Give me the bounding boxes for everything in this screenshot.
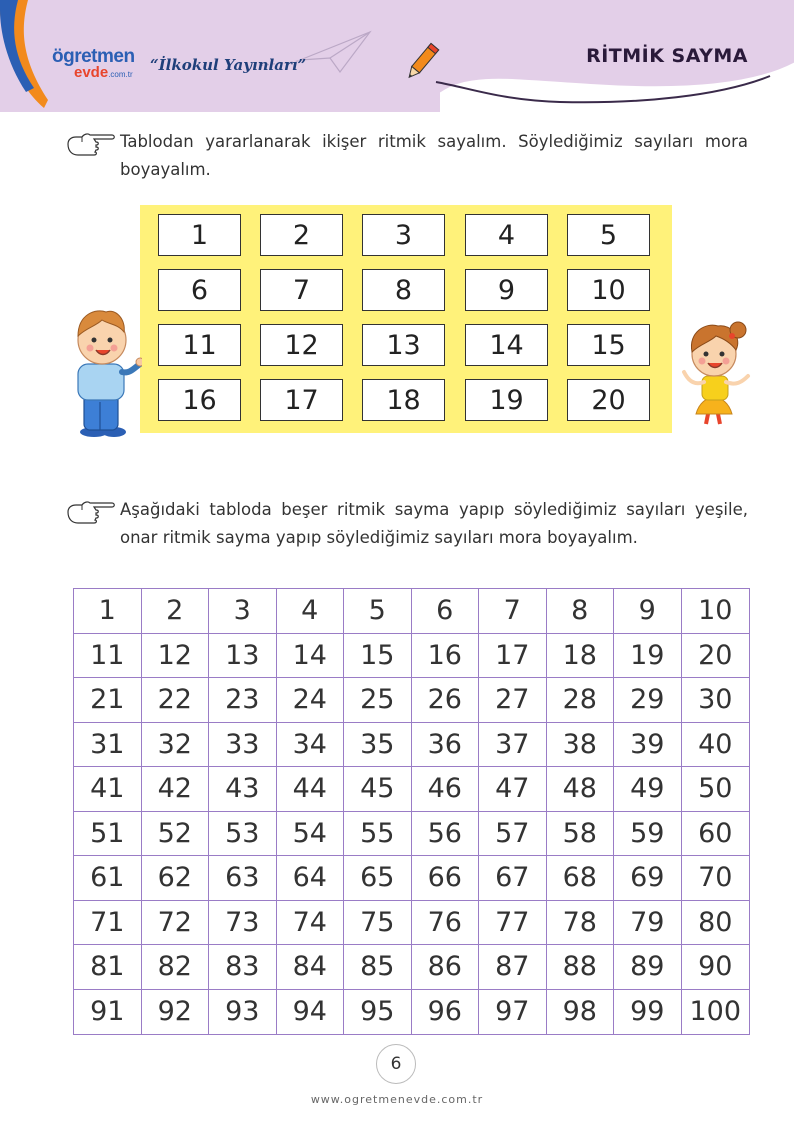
hundred-chart-cell[interactable]: 4 xyxy=(277,589,345,634)
hundred-chart-cell[interactable]: 14 xyxy=(277,634,345,679)
boy-character-illustration xyxy=(62,302,142,442)
hundred-chart-cell[interactable]: 6 xyxy=(412,589,480,634)
hundred-chart-cell[interactable]: 9 xyxy=(614,589,682,634)
hundred-chart-cell[interactable]: 47 xyxy=(479,767,547,812)
number-cell[interactable]: 7 xyxy=(260,269,343,311)
number-cell[interactable]: 12 xyxy=(260,324,343,366)
hundred-chart-cell[interactable]: 98 xyxy=(547,990,615,1035)
hundred-chart-cell[interactable]: 43 xyxy=(209,767,277,812)
hundred-chart-cell[interactable]: 70 xyxy=(682,856,750,901)
hundred-chart-cell[interactable]: 22 xyxy=(142,678,210,723)
hundred-chart-cell[interactable]: 95 xyxy=(344,990,412,1035)
hundred-chart-cell[interactable]: 30 xyxy=(682,678,750,723)
hundred-chart-cell[interactable]: 77 xyxy=(479,901,547,946)
hundred-chart-cell[interactable]: 90 xyxy=(682,945,750,990)
pencil-icon xyxy=(400,40,444,84)
hundred-chart-cell[interactable]: 100 xyxy=(689,996,742,1028)
number-cell[interactable]: 18 xyxy=(362,379,445,421)
hundred-chart-cell[interactable]: 1 xyxy=(74,589,142,634)
hundred-chart-cell[interactable]: 48 xyxy=(547,767,615,812)
instruction-1 xyxy=(66,128,748,184)
hundred-chart-cell[interactable]: 58 xyxy=(547,812,615,857)
page-title: RİTMİK SAYMA xyxy=(586,45,748,67)
hundred-chart-cell[interactable]: 36 xyxy=(412,723,480,768)
hundred-chart-cell[interactable]: 46 xyxy=(412,767,480,812)
logo-sub-text xyxy=(74,66,135,82)
pointing-hand-icon xyxy=(66,130,116,156)
number-cell[interactable]: 8 xyxy=(362,269,445,311)
hundred-chart-cell[interactable]: 81 xyxy=(74,945,142,990)
hundred-chart-cell[interactable]: 38 xyxy=(547,723,615,768)
hundred-chart-cell[interactable]: 24 xyxy=(277,678,345,723)
hundred-chart-cell[interactable]: 53 xyxy=(209,812,277,857)
hundred-chart-cell[interactable]: 92 xyxy=(142,990,210,1035)
hundred-chart-cell[interactable]: 55 xyxy=(344,812,412,857)
hundred-chart-cell[interactable]: 60 xyxy=(682,812,750,857)
instruction-2 xyxy=(66,496,748,552)
hundred-chart-cell[interactable]: 88 xyxy=(547,945,615,990)
number-cell[interactable]: 14 xyxy=(465,324,548,366)
hundred-chart-cell[interactable]: 54 xyxy=(277,812,345,857)
pointing-hand-icon xyxy=(66,498,116,524)
number-cell[interactable]: 20 xyxy=(567,379,650,421)
hundred-chart-cell[interactable]: 62 xyxy=(142,856,210,901)
hundred-chart-cell[interactable]: 10 xyxy=(682,589,750,634)
number-cell[interactable]: 10 xyxy=(567,269,650,311)
hundred-chart-cell[interactable]: 71 xyxy=(74,901,142,946)
number-cell[interactable]: 11 xyxy=(158,324,241,366)
hundred-chart-cell[interactable]: 44 xyxy=(277,767,345,812)
hundred-chart-cell[interactable]: 23 xyxy=(209,678,277,723)
hundred-chart-cell[interactable]: 41 xyxy=(74,767,142,812)
number-cell[interactable]: 16 xyxy=(158,379,241,421)
hundred-chart-cell[interactable]: 12 xyxy=(142,634,210,679)
number-cell[interactable]: 19 xyxy=(465,379,548,421)
hundred-chart-cell[interactable]: 56 xyxy=(412,812,480,857)
hundred-chart-cell[interactable]: 69 xyxy=(614,856,682,901)
hundred-chart-cell[interactable]: 65 xyxy=(344,856,412,901)
hundred-chart-cell[interactable]: 31 xyxy=(74,723,142,768)
number-cell[interactable]: 5 xyxy=(567,214,650,256)
hundred-chart-cell[interactable]: 25 xyxy=(344,678,412,723)
hundred-chart-cell[interactable]: 73 xyxy=(209,901,277,946)
hundred-chart-cell[interactable]: 45 xyxy=(344,767,412,812)
hundred-chart-cell[interactable]: 79 xyxy=(614,901,682,946)
hundred-chart-cell[interactable]: 15 xyxy=(344,634,412,679)
hundred-chart xyxy=(73,588,750,1035)
hundred-chart-cell[interactable]: 97 xyxy=(479,990,547,1035)
hundred-chart-cell[interactable]: 27 xyxy=(479,678,547,723)
hundred-chart-cell[interactable]: 86 xyxy=(412,945,480,990)
hundred-chart-cell[interactable]: 7 xyxy=(479,589,547,634)
number-table-1-20 xyxy=(140,205,672,433)
hundred-chart-cell[interactable]: 33 xyxy=(209,723,277,768)
hundred-chart-cell[interactable]: 11 xyxy=(74,634,142,679)
hundred-chart-cell[interactable]: 42 xyxy=(142,767,210,812)
hundred-chart-cell[interactable]: 78 xyxy=(547,901,615,946)
hundred-chart-cell[interactable]: 57 xyxy=(479,812,547,857)
hundred-chart-cell[interactable]: 66 xyxy=(412,856,480,901)
hundred-chart-cell[interactable]: 68 xyxy=(547,856,615,901)
hundred-chart-cell[interactable]: 64 xyxy=(277,856,345,901)
hundred-chart-cell[interactable]: 87 xyxy=(479,945,547,990)
hundred-chart-cell[interactable]: 82 xyxy=(142,945,210,990)
number-cell[interactable]: 17 xyxy=(260,379,343,421)
number-cell[interactable]: 1 xyxy=(158,214,241,256)
hundred-chart-cell[interactable]: 35 xyxy=(344,723,412,768)
logo-sub-word: evde xyxy=(74,64,109,81)
number-cell[interactable]: 2 xyxy=(260,214,343,256)
hundred-chart-cell[interactable]: 59 xyxy=(614,812,682,857)
brand-logo xyxy=(52,48,135,82)
hundred-chart-cell[interactable]: 51 xyxy=(74,812,142,857)
hundred-chart-cell[interactable]: 2 xyxy=(142,589,210,634)
hundred-chart-cell[interactable]: 18 xyxy=(547,634,615,679)
hundred-chart-cell[interactable]: 37 xyxy=(479,723,547,768)
logo-main-text: ögretmen xyxy=(52,46,135,67)
hundred-chart-cell[interactable]: 94 xyxy=(277,990,345,1035)
hundred-chart-cell[interactable]: 76 xyxy=(412,901,480,946)
hundred-chart-cell[interactable]: 63 xyxy=(209,856,277,901)
hundred-chart-cell[interactable]: 50 xyxy=(682,767,750,812)
footer-url: www.ogretmenevde.com.tr xyxy=(310,1093,484,1106)
hundred-chart-cell[interactable]: 28 xyxy=(547,678,615,723)
hundred-chart-cell[interactable]: 93 xyxy=(209,990,277,1035)
hundred-chart-cell[interactable]: 91 xyxy=(74,990,142,1035)
hundred-chart-cell[interactable]: 61 xyxy=(74,856,142,901)
hundred-chart-cell[interactable]: 40 xyxy=(682,723,750,768)
hundred-chart-cell[interactable]: 13 xyxy=(209,634,277,679)
hundred-chart-cell[interactable]: 19 xyxy=(614,634,682,679)
number-cell[interactable]: 6 xyxy=(158,269,241,311)
instruction-1-text: Tablodan yararlanarak ikişer ritmik sayalım. Söylediğimiz sayıları mora boyayalım. xyxy=(120,132,748,179)
hundred-chart-cell[interactable]: 96 xyxy=(412,990,480,1035)
hundred-chart-cell[interactable]: 32 xyxy=(142,723,210,768)
hundred-chart-cell[interactable]: 72 xyxy=(142,901,210,946)
hundred-chart-cell[interactable]: 75 xyxy=(344,901,412,946)
number-cell[interactable]: 13 xyxy=(362,324,445,366)
hundred-chart-cell[interactable]: 17 xyxy=(479,634,547,679)
hundred-chart-cell[interactable]: 99 xyxy=(614,990,682,1035)
logo-domain: .com.tr xyxy=(108,70,133,79)
hundred-chart-cell[interactable]: 39 xyxy=(614,723,682,768)
girl-character-illustration xyxy=(676,316,766,436)
hundred-chart-cell[interactable]: 74 xyxy=(277,901,345,946)
hundred-chart-cell[interactable]: 29 xyxy=(614,678,682,723)
hundred-chart-cell[interactable]: 5 xyxy=(344,589,412,634)
hundred-chart-cell[interactable]: 16 xyxy=(412,634,480,679)
hundred-chart-cell[interactable]: 21 xyxy=(74,678,142,723)
number-cell[interactable]: 15 xyxy=(567,324,650,366)
hundred-chart-cell[interactable]: 85 xyxy=(344,945,412,990)
hundred-chart-cell[interactable]: 26 xyxy=(412,678,480,723)
hundred-chart-cell[interactable]: 34 xyxy=(277,723,345,768)
hundred-chart-cell[interactable]: 52 xyxy=(142,812,210,857)
hundred-chart-cell[interactable]: 49 xyxy=(614,767,682,812)
number-cell[interactable]: 9 xyxy=(465,269,548,311)
hundred-chart-cell[interactable]: 67 xyxy=(479,856,547,901)
hundred-chart-cell[interactable]: 20 xyxy=(682,634,750,679)
publisher-name: “İlkokul Yayınları” xyxy=(150,56,307,74)
instruction-2-text: Aşağıdaki tabloda beşer ritmik sayma yapıp söylediğimiz sayıları yeşile, onar ritmik sayma yapıp söylediğimiz sayıları mora boyayalım. xyxy=(120,500,748,547)
hundred-chart-cell[interactable]: 89 xyxy=(614,945,682,990)
number-cell[interactable]: 3 xyxy=(362,214,445,256)
number-cell[interactable]: 4 xyxy=(465,214,548,256)
hundred-chart-cell[interactable]: 8 xyxy=(547,589,615,634)
hundred-chart-cell[interactable]: 3 xyxy=(209,589,277,634)
hundred-chart-cell[interactable]: 83 xyxy=(209,945,277,990)
page-number: 6 xyxy=(376,1044,416,1084)
hundred-chart-cell[interactable]: 84 xyxy=(277,945,345,990)
hundred-chart-cell[interactable]: 80 xyxy=(682,901,750,946)
page-header xyxy=(0,0,794,112)
